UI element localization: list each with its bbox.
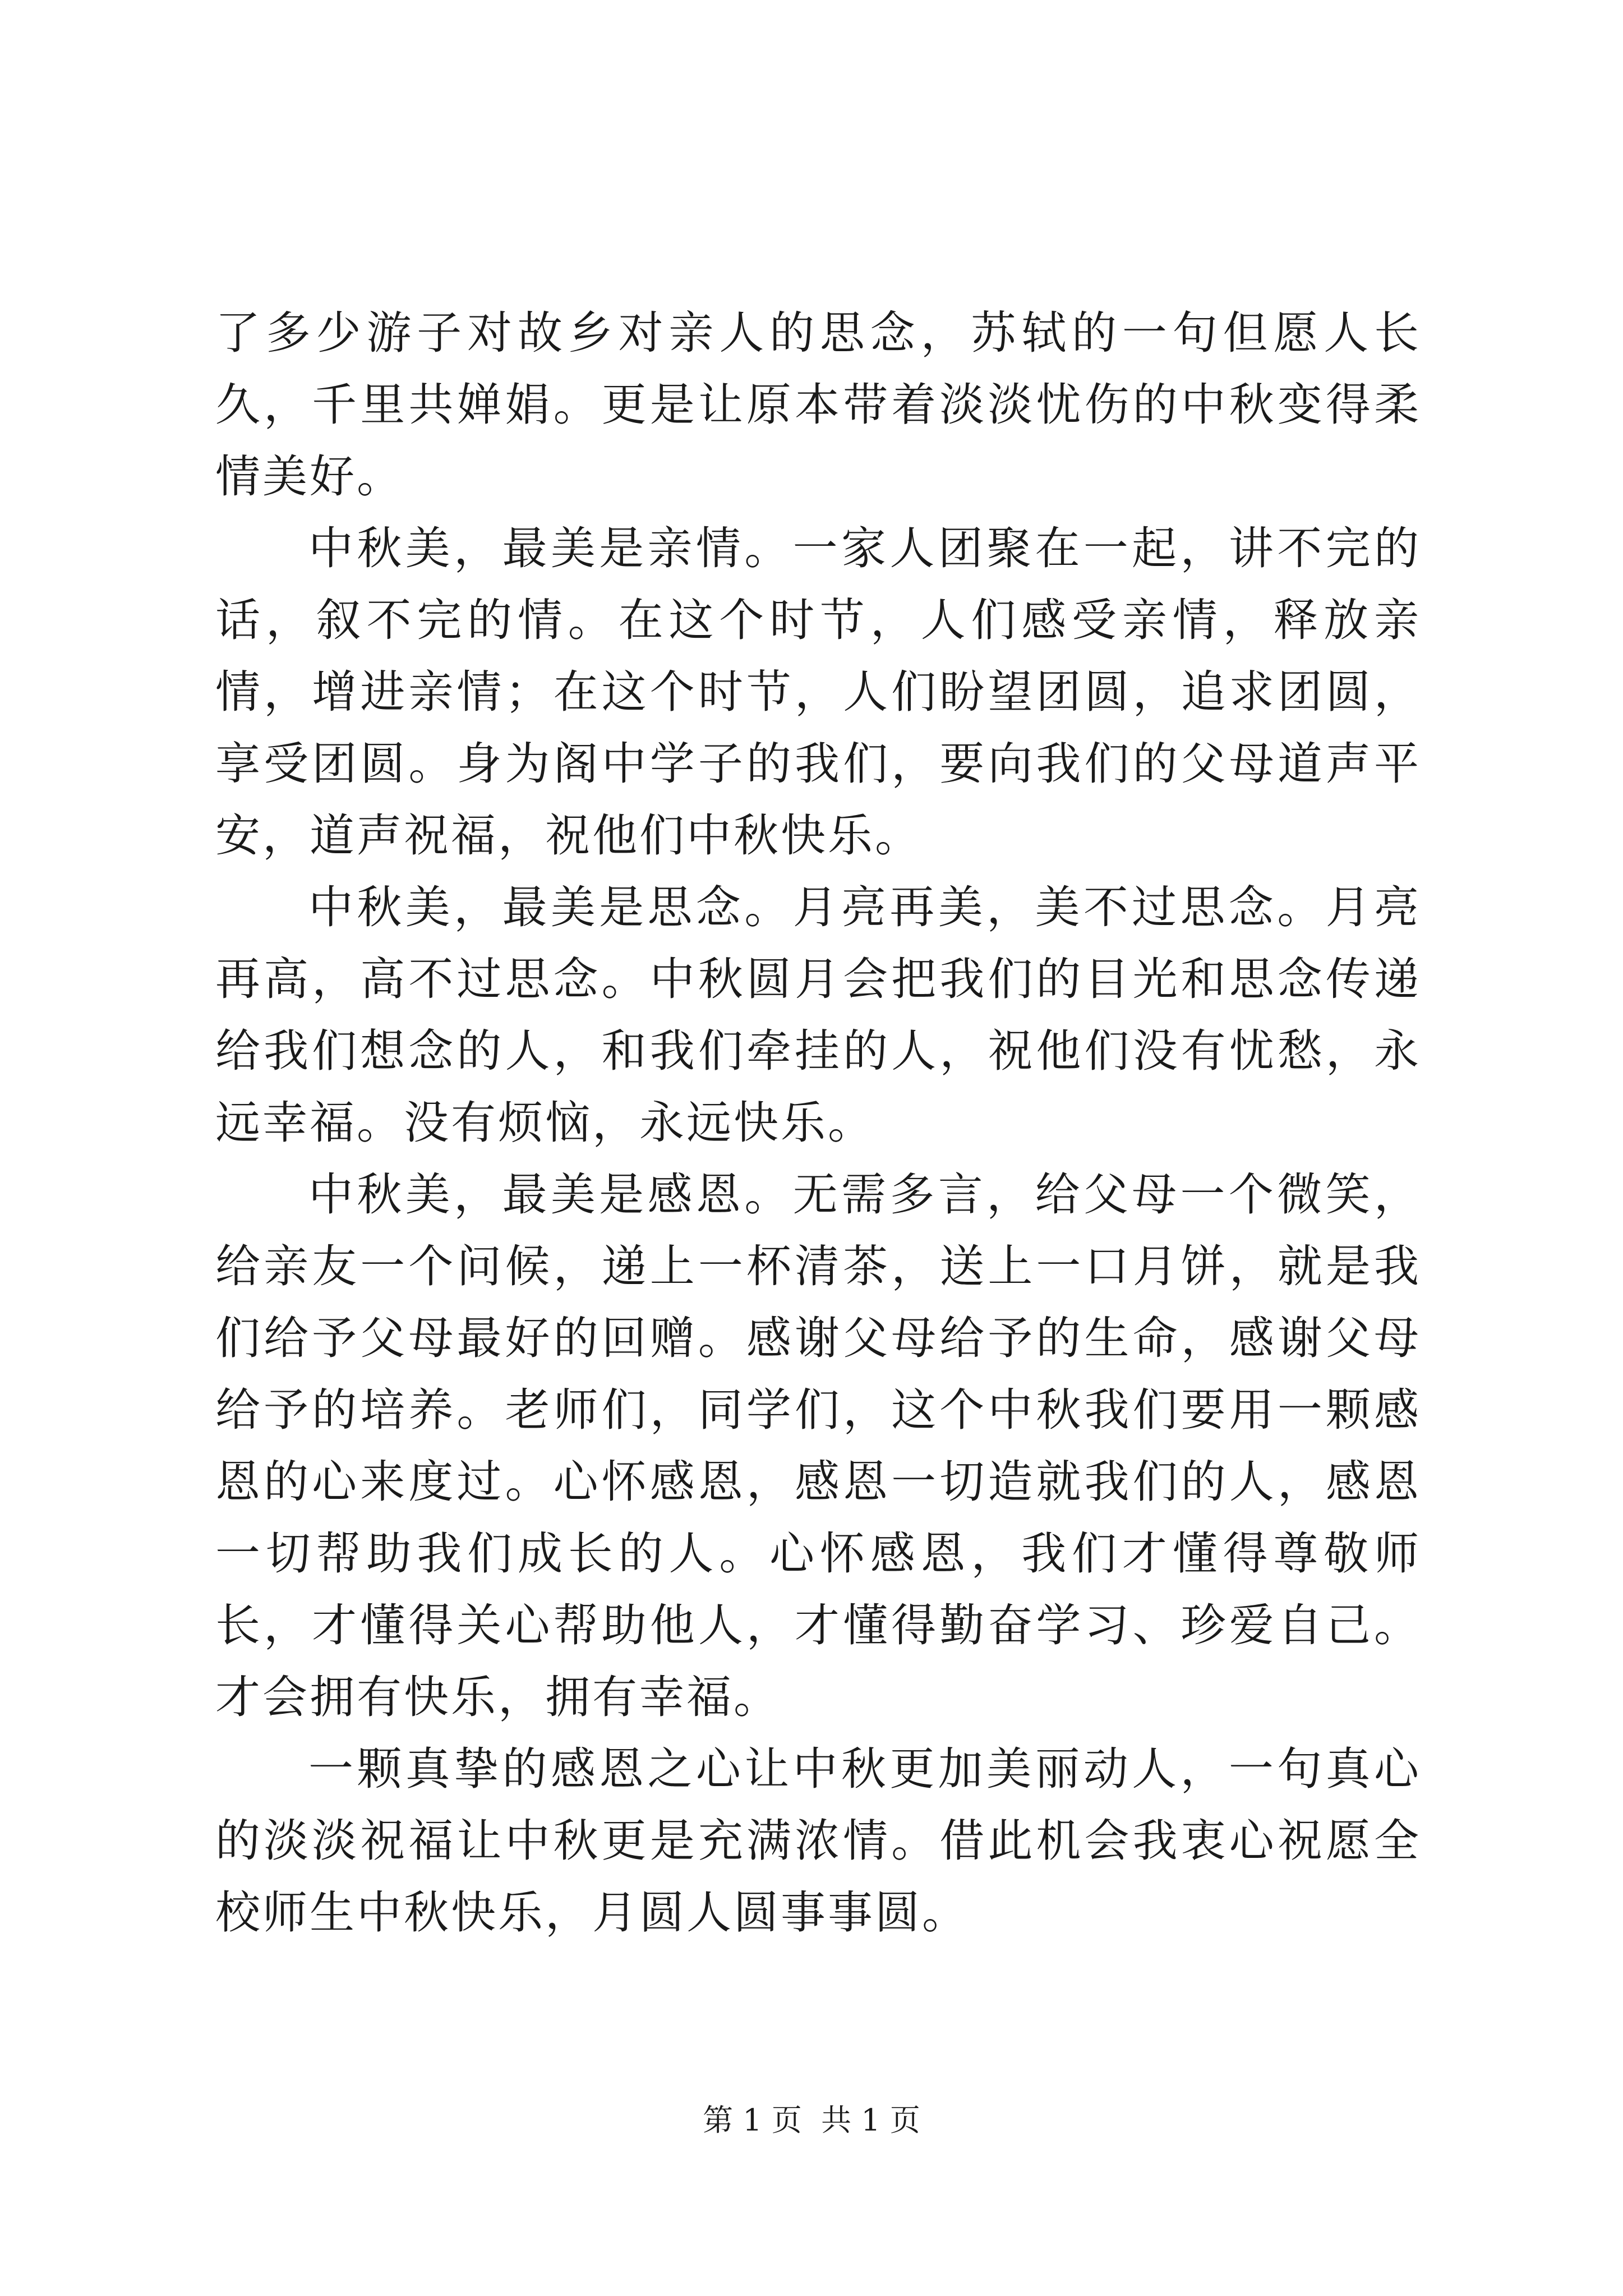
page-footer: 第 1 页 共 1 页 (703, 2102, 920, 2138)
paragraph-4: 中秋美，最美是感恩。无需多言，给父母一个微笑，给亲友一个问候，递上一杯清茶，送上一口月饼，就是我们给予父母最好的回赠。感谢父母给予的生命，感谢父母给予的培养。老师们，同学们，这个中秋我们要用一颗感恩的心来度过。心怀感恩，感恩一切造就我们的人，感恩一切帮助我们成长的人。心怀感恩，我们才懂得尊敬师长，才懂得关心帮助他人，才懂得勤奋学习、珍爱自己。才会拥有快乐，拥有幸福。 (215, 1168, 1421, 1723)
paragraph-3: 中秋美，最美是思念。月亮再美，美不过思念。月亮再高，高不过思念。中秋圆月会把我们的目光和思念传递给我们想念的人，和我们牵挂的人，祝他们没有忧愁，永远幸福。没有烦恼，永远快乐。 (215, 881, 1421, 1149)
paragraph-5: 一颗真挚的感恩之心让中秋更加美丽动人，一句真心的淡淡祝福让中秋更是充满浓情。借此机会我衷心祝愿全校师生中秋快乐，月圆人圆事事圆。 (215, 1743, 1421, 1939)
paragraph-2: 中秋美，最美是亲情。一家人团聚在一起，讲不完的话，叙不完的情。在这个时节，人们感受亲情，释放亲情，增进亲情；在这个时节，人们盼望团圆，追求团圆，享受团圆。身为阁中学子的我们，要向我们的父母道声平安，道声祝福，祝他们中秋快乐。 (215, 522, 1421, 862)
document-body (215, 297, 1421, 1949)
paragraph-1: 了多少游子对故乡对亲人的思念，苏轼的一句但愿人长久，千里共婵娟。更是让原本带着淡淡忧伤的中秋变得柔情美好。 (215, 307, 1421, 503)
